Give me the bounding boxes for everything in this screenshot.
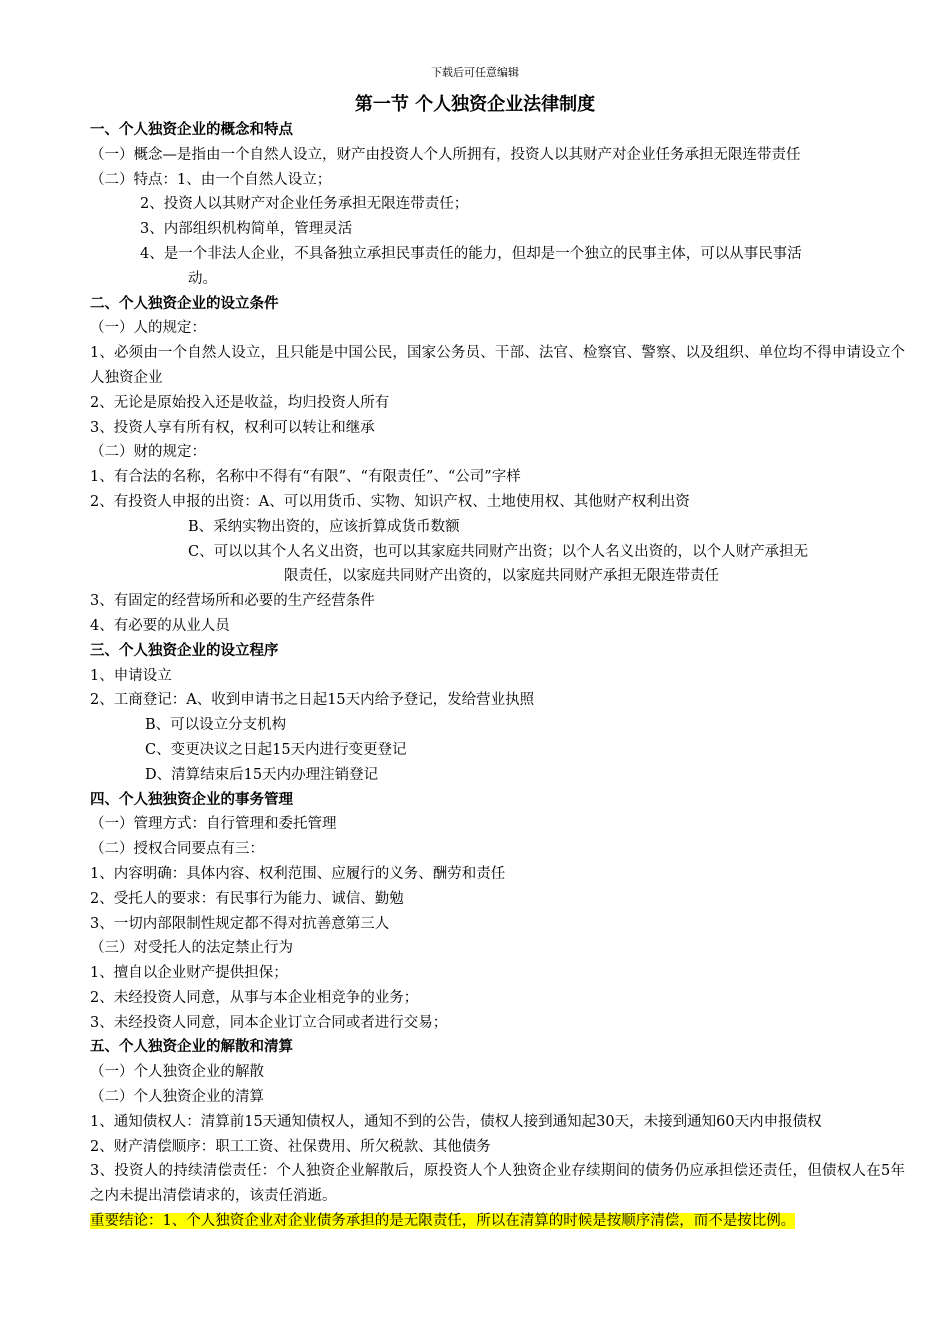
text-line: 2、无论是原始投入还是收益，均归投资人所有 <box>90 394 390 411</box>
text-line: 3、内部组织机构简单，管理灵活 <box>140 221 353 238</box>
text-line: （二）授权合同要点有三： <box>90 841 264 858</box>
text-line: 2、财产清偿顺序：职工工资、社保费用、所欠税款、其他债务 <box>90 1138 491 1155</box>
text-line: 2、未经投资人同意，从事与本企业相竞争的业务； <box>90 989 419 1006</box>
section-heading: 二、个人独资企业的设立条件 <box>90 294 279 312</box>
document-title: 第一节 个人独资企业法律制度 <box>354 94 596 115</box>
text-line: 3、未经投资人同意，同本企业订立合同或者进行交易； <box>90 1014 448 1031</box>
section-heading: 四、个人独独资企业的事务管理 <box>90 790 293 808</box>
text-line: （一）管理方式：自行管理和委托管理 <box>90 816 337 833</box>
text-line: （二）财的规定： <box>90 444 206 461</box>
text-line: C、可以以其个人名义出资，也可以其家庭共同财产出资；以个人名义出资的，以个人财产承担无 <box>188 543 809 560</box>
text-line: C、变更决议之日起15天内进行变更登记 <box>145 741 407 758</box>
section-heading: 三、个人独资企业的设立程序 <box>90 641 279 659</box>
text-line: 3、投资人享有所有权，权利可以转让和继承 <box>90 419 375 436</box>
text-line: （一）人的规定： <box>90 320 206 337</box>
text-line: （三）对受托人的法定禁止行为 <box>90 940 293 957</box>
section-heading: 五、个人独资企业的解散和清算 <box>90 1038 293 1056</box>
text-line: 4、有必要的从业人员 <box>90 617 230 634</box>
text-line: B、可以设立分支机构 <box>145 717 287 734</box>
text-line: 1、通知债权人：清算前15天通知债权人，通知不到的公告，债权人接到通知起30天，未接到通知60天内申报债权 <box>90 1113 822 1130</box>
text-line: （一）概念—是指由一个自然人设立，财产由投资人个人所拥有，投资人以其财产对企业任务承担无限连带责任 <box>90 146 801 163</box>
text-line: （一）个人独资企业的解散 <box>90 1064 264 1081</box>
text-line: 2、受托人的要求：有民事行为能力、诚信、勤勉 <box>90 890 404 907</box>
highlighted-conclusion <box>90 1209 905 1234</box>
text-line: 3、有固定的经营场所和必要的生产经营条件 <box>90 593 375 610</box>
text-line: 动。 <box>188 270 217 287</box>
text-line: 1、有合法的名称，名称中不得有“有限”、“有限责任”、“公司”字样 <box>90 469 521 486</box>
text-line: 1、内容明确：具体内容、权利范围、应履行的义务、酬劳和责任 <box>90 865 506 882</box>
text-line: 1、擅自以企业财产提供担保； <box>90 965 288 982</box>
text-line: （二）个人独资企业的清算 <box>90 1089 264 1106</box>
text-line: 1、申请设立 <box>90 667 172 684</box>
document-body <box>90 118 905 1234</box>
text-line: B、采纳实物出资的，应该折算成货币数额 <box>188 518 460 535</box>
text-line: 2、投资人以其财产对企业任务承担无限连带责任； <box>140 196 469 213</box>
text-line: 2、工商登记：A、收到申请书之日起15天内给予登记，发给营业执照 <box>90 692 535 709</box>
text-line: 限责任，以家庭共同财产出资的，以家庭共同财产承担无限连带责任 <box>284 568 719 585</box>
text-line: 4、是一个非法人企业，不具备独立承担民事责任的能力，但却是一个独立的民事主体，可以从事民事活 <box>140 245 802 262</box>
text-line: 3、一切内部限制性规定都不得对抗善意第三人 <box>90 915 390 932</box>
text-line: D、清算结束后15天内办理注销登记 <box>145 766 379 783</box>
header-note: 下载后可任意编辑 <box>431 66 519 79</box>
text-line: （二）特点：1、由一个自然人设立； <box>90 171 332 188</box>
section-heading: 一、个人独资企业的概念和特点 <box>90 121 293 138</box>
text-line: 2、有投资人申报的出资：A、可以用货币、实物、知识产权、土地使用权、其他财产权利出资 <box>90 493 690 510</box>
highlight-text: 重要结论：1、个人独资企业对企业债务承担的是无限责任，所以在清算的时候是按顺序清偿，而不是按比例。 <box>90 1213 796 1230</box>
text-line: 1、必须由一个自然人设立，且只能是中国公民，国家公务员、干部、法官、检察官、警察、以及组织、单位均不得申请设立个人独资企业 <box>90 345 905 386</box>
text-line: 3、投资人的持续清偿责任：个人独资企业解散后，原投资人个人独资企业存续期间的债务仍应承担偿还责任，但债权人在5年之内未提出清偿请求的，该责任消逝。 <box>90 1163 905 1205</box>
